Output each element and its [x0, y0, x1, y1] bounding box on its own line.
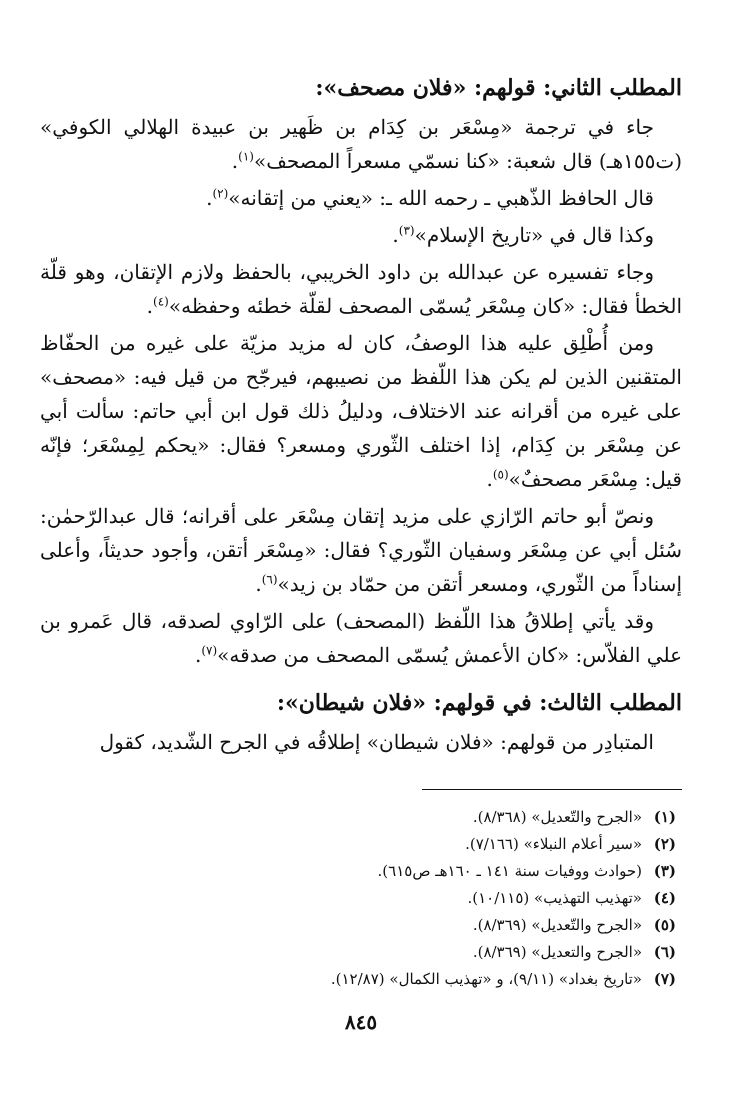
footnote-ref-1: (١) — [238, 149, 254, 164]
paragraph-2-text: قال الحافظ الذّهبي ـ رحمه الله ـ: «يعني من إتقانه» — [228, 186, 654, 210]
paragraph-4-tail: . — [146, 294, 154, 318]
paragraph-1 — [40, 110, 682, 178]
footnotes-list — [40, 804, 682, 993]
footnote-text: «الجرح والتّعديل» (٨/٣٦٨). — [472, 808, 642, 826]
paragraph-2-tail: . — [206, 186, 213, 210]
footnote-text: «الجرح والتّعديل» (٨/٣٦٩). — [472, 916, 642, 934]
paragraph-3-text: وكذا قال في «تاريخ الإسلام» — [414, 223, 654, 247]
paragraph-4-text: وجاء تفسيره عن عبدالله بن داود الخريبي، بالحفظ ولازم الإتقان، وهو قلّة الخطأ فقال: «كان مِسْعَر يُسمّى المصحف لقلّة خطئه وحفظه» — [40, 260, 682, 318]
footnote-ref-5: (٥) — [492, 467, 509, 482]
paragraph-6-tail: . — [255, 572, 262, 596]
footnote-number: (٧) — [653, 970, 676, 988]
footnote-ref-4: (٤) — [153, 294, 169, 309]
paragraph-8: المتبادِر من قولهم: «فلان شيطان» إطلاقُه في الجرح الشّديد، كقول — [99, 730, 654, 754]
footnote-number: (٢) — [653, 835, 676, 853]
paragraph-3-tail: . — [392, 223, 399, 247]
paragraph-7-tail: . — [194, 643, 202, 667]
footnote-item — [40, 831, 682, 858]
footnote-item — [40, 804, 682, 831]
footnote-number: (٥) — [653, 916, 676, 934]
section-2-heading: المطلب الثاني: قولهم: «فلان مصحف»: — [315, 75, 682, 101]
footnote-text: «سير أعلام النبلاء» (٧/١٦٦). — [465, 835, 642, 853]
book-page — [40, 70, 682, 1060]
footnote-ref-2: (٢) — [212, 186, 229, 201]
spacer — [40, 675, 682, 685]
footnote-text: «تاريخ بغداد» (٩/١١)، و «تهذيب الكمال» (١٢/٨٧). — [330, 970, 642, 988]
paragraph-5-text: ومن أُطْلِق عليه هذا الوصفُ، كان له مزيد مزيّة على غيره من الحفّاظ المتقنين الذين لم يكن هذا اللّفظ من نصيبهم، فيرجّح من قيل فيه: «مصحف» على غيره من أقرانه عند الاختلاف، ودليلُ ذلك قول ابن أبي حاتم: سألت أبي عن مِسْعَر بن كِدَام، إذا اختلف الثّوري ومسعر؟ فقال: «يحكم لِمِسْعَر؛ فإنّه قيل: مِسْعَر مصحفٌ» — [40, 331, 682, 491]
section-3-heading: المطلب الثالث: في قولهم: «فلان شيطان»: — [276, 690, 682, 716]
paragraph-6-text: ونصّ أبو حاتم الرّازي على مزيد إتقان مِسْعَر على أقرانه؛ قال عبدالرّحمٰن: سُئل أبي عن مِسْعَر وسفيان الثّوري؟ فقال: «مِسْعَر أتقن، وأجود حديثاً، وأعلى إسناداً من الثّوري، ومسعر أتقن من حمّاد بن زيد» — [40, 504, 682, 596]
paragraph-4 — [40, 255, 682, 323]
footnote-number: (٦) — [653, 943, 676, 961]
footnote-text: «تهذيب التهذيب» (١٠/١١٥). — [467, 889, 642, 907]
footnote-ref-3: (٣) — [398, 223, 415, 238]
footnote-divider — [422, 789, 682, 790]
footnote-number: (١) — [653, 808, 676, 826]
footnote-text: «الجرح والتعديل» (٨/٣٦٩). — [472, 943, 642, 961]
footnote-item — [40, 858, 682, 885]
paragraph-6 — [40, 499, 682, 601]
paragraph-5-tail: . — [486, 467, 493, 491]
paragraph-2 — [40, 181, 682, 215]
footnote-text: (حوادث ووفيات سنة ١٤١ ـ ١٦٠هـ ص٦١٥). — [377, 862, 642, 880]
footnote-ref-7: (٧) — [201, 643, 218, 658]
footnote-item — [40, 939, 682, 966]
footnote-item — [40, 912, 682, 939]
paragraph-1-text: جاء في ترجمة «مِسْعَر بن كِدَام بن ظَهير بن عبيدة الهلالي الكوفي» (ت١٥٥هـ) قال شعبة: «كنا نسمّي مسعراً المصحف» — [40, 115, 682, 173]
footnote-number: (٤) — [653, 889, 676, 907]
page-number: ٨٤٥ — [344, 1010, 378, 1034]
paragraph-7 — [40, 604, 682, 672]
footnote-ref-6: (٦) — [261, 572, 278, 587]
paragraph-5 — [40, 326, 682, 496]
footnote-item — [40, 966, 682, 993]
paragraph-1-tail: . — [231, 149, 239, 173]
paragraph-7-text: وقد يأتي إطلاقُ هذا اللّفظ (المصحف) على الرّاوي لصدقه، قال عَمرو بن علي الفلاّس: «كان الأعمش يُسمّى المصحف من صدقه» — [40, 609, 682, 667]
paragraph-3 — [40, 218, 682, 252]
footnote-number: (٣) — [653, 862, 676, 880]
footnote-item — [40, 885, 682, 912]
